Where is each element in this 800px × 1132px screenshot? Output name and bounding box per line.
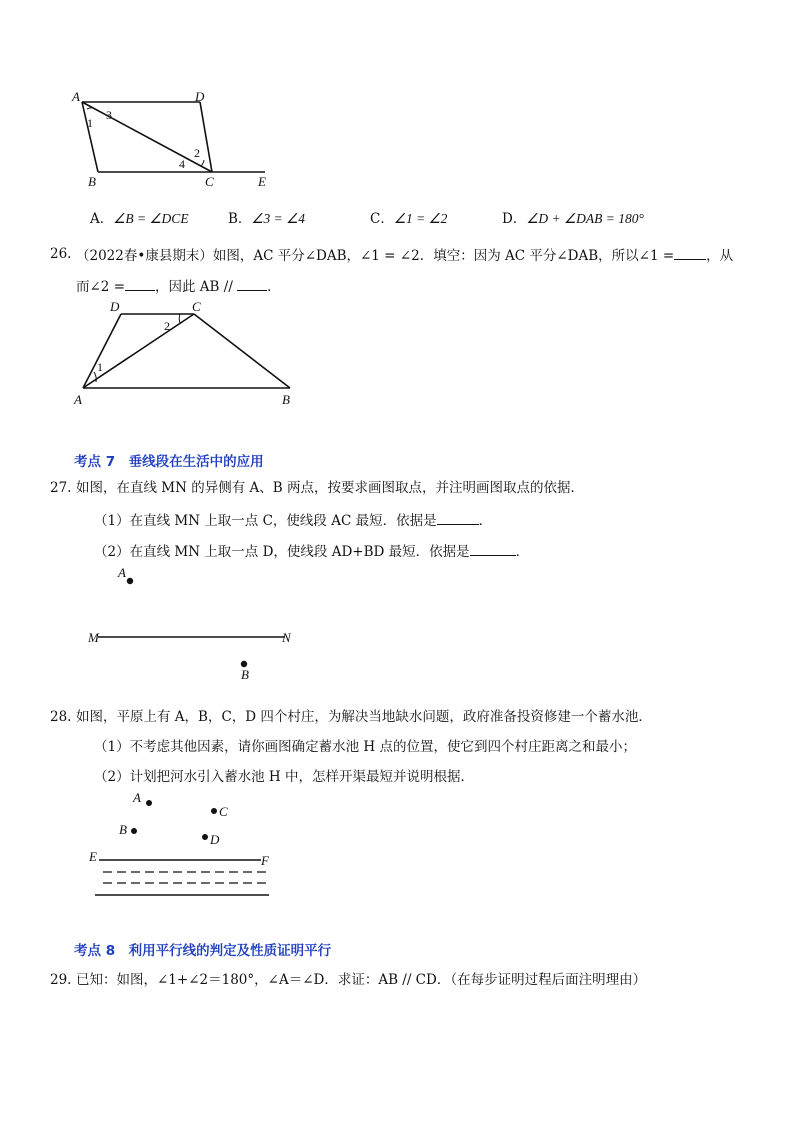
label-M: M <box>88 630 99 645</box>
label-C: C <box>219 804 228 819</box>
option-d: D．∠D + ∠DAB = 180° <box>502 211 644 227</box>
angle-1: 1 <box>87 116 93 130</box>
figure-parallelogram <box>60 88 290 193</box>
label-N: N <box>282 630 291 645</box>
angle-3: 3 <box>106 108 112 122</box>
figure-line-mn <box>80 560 310 685</box>
label-E: E <box>258 174 266 189</box>
label-D: D <box>195 89 205 104</box>
option-a: A．∠B = ∠DCE <box>90 211 189 227</box>
label-C: C <box>192 299 201 314</box>
figure-trapezoid <box>66 298 306 410</box>
label-D: D <box>210 832 220 847</box>
option-c: C．∠1 = ∠2 <box>370 211 448 227</box>
label-E: E <box>89 849 97 864</box>
label-B: B <box>88 174 96 189</box>
q26-line1: （2022春•康县期末）如图，AC 平分∠DAB，∠1 = ∠2．填空：因为 AC 平分∠DAB，所以∠1 = ，从 <box>76 245 733 265</box>
section-heading-8: 考点 8 利用平行线的判定及性质证明平行 <box>74 943 332 959</box>
angle-2: 2 <box>164 319 170 333</box>
option-b: B．∠3 = ∠4 <box>228 211 305 227</box>
label-C: C <box>205 174 214 189</box>
q29-number: 29. <box>50 972 72 988</box>
q27-number: 27. <box>50 480 72 496</box>
label-B: B <box>119 822 127 837</box>
section-heading-7: 考点 7 垂线段在生活中的应用 <box>74 454 264 470</box>
q28-part2: （2）计划把河水引入蓄水池 H 中，怎样开渠最短并说明根据． <box>94 769 474 785</box>
figure-villages-river <box>85 788 295 903</box>
q29-stem: 已知：如图，∠1+∠2＝180°，∠A＝∠D．求证：AB // CD．（在每步证明过程后面注明理由） <box>76 972 647 988</box>
label-F: F <box>261 853 269 868</box>
q27-part1: （1）在直线 MN 上取一点 C，使线段 AC 最短．依据是 ． <box>94 510 492 530</box>
label-D: D <box>110 299 120 314</box>
label-A: A <box>72 89 80 104</box>
label-A: A <box>74 392 82 407</box>
label-A: A <box>133 790 141 805</box>
label-B: B <box>282 392 290 407</box>
angle-2: 2 <box>194 146 200 160</box>
q27-stem: 如图，在直线 MN 的异侧有 A、B 两点，按要求画图取点，并注明画图取点的依据． <box>76 480 584 496</box>
q28-stem: 如图，平原上有 A，B，C，D 四个村庄，为解决当地缺水问题，政府准备投资修建一个蓄水池． <box>76 709 652 725</box>
q26-line2: 而∠2 = ，因此 AB // ． <box>76 276 281 296</box>
angle-1: 1 <box>97 360 103 374</box>
q27-part2: （2）在直线 MN 上取一点 D，使线段 AD+BD 最短．依据是 ． <box>94 541 529 561</box>
angle-4: 4 <box>179 157 185 171</box>
q26-number: 26. <box>50 246 72 262</box>
label-B: B <box>241 667 249 682</box>
q28-part1: （1）不考虑其他因素，请你画图确定蓄水池 H 点的位置，使它到四个村庄距离之和最小； <box>94 739 636 755</box>
q28-number: 28. <box>50 709 72 725</box>
label-A: A <box>118 565 126 580</box>
